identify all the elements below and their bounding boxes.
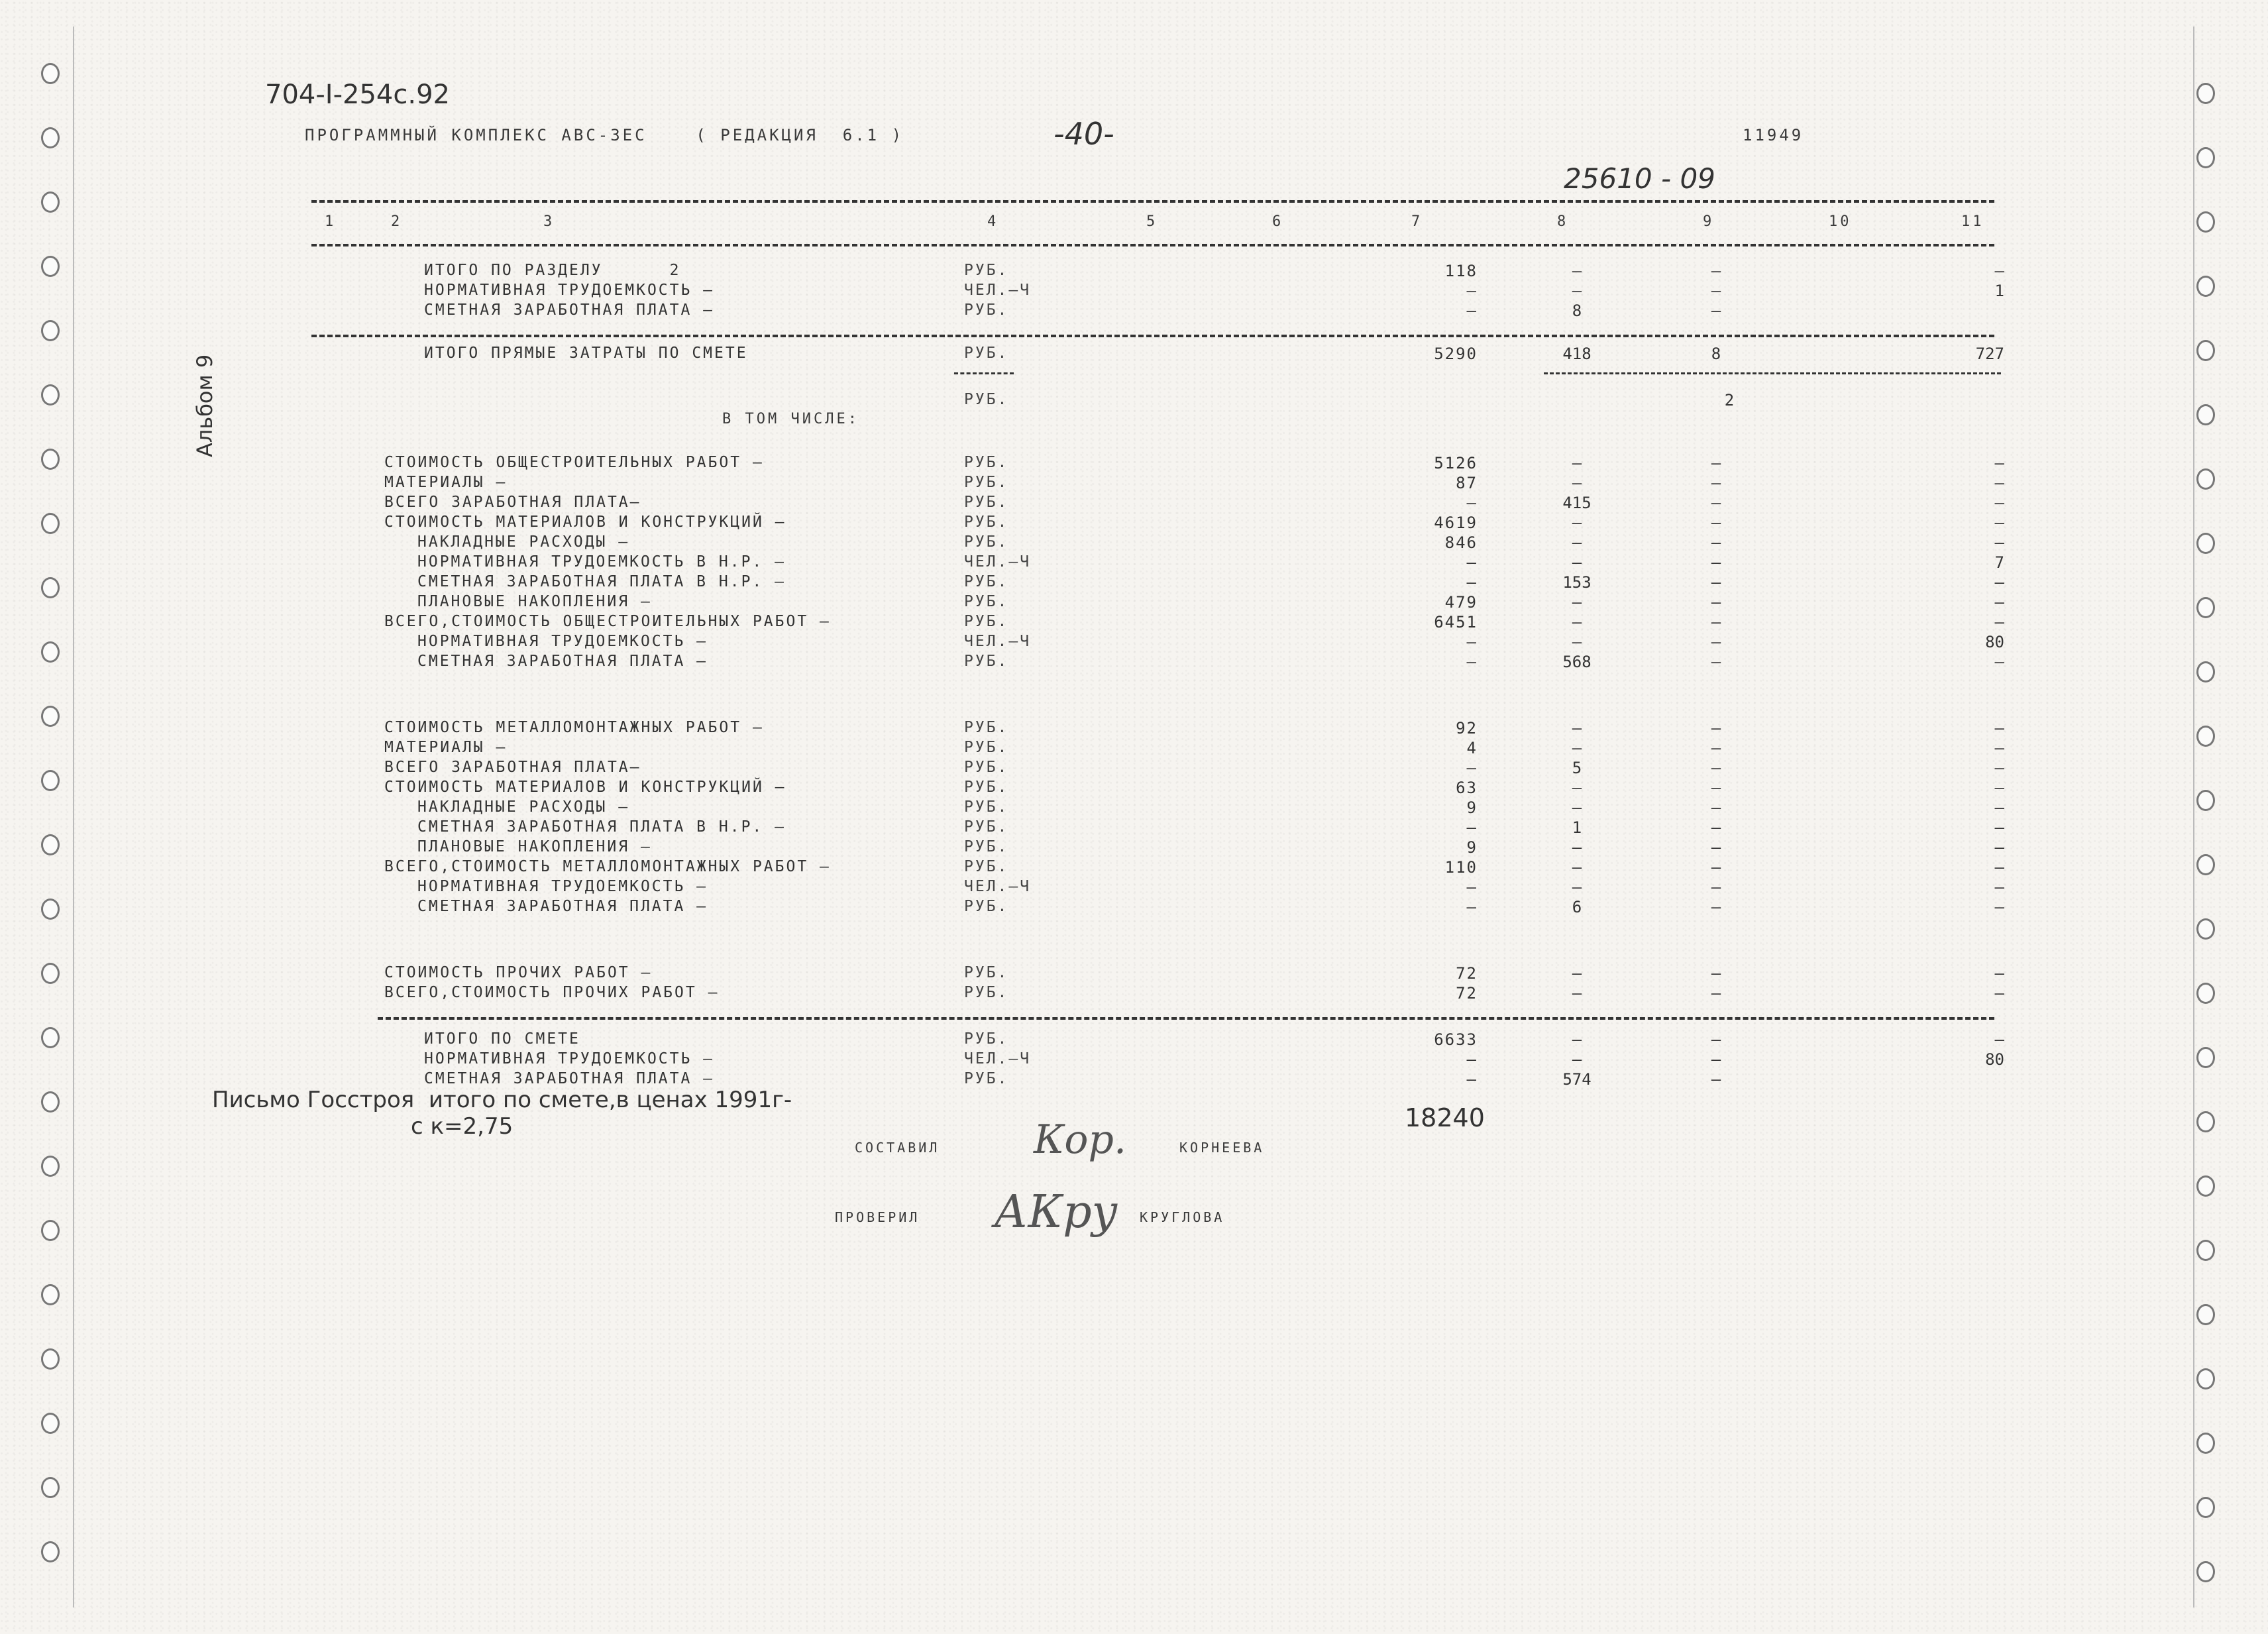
row-unit: РУБ. (964, 719, 1009, 736)
cell-col9: – (1711, 984, 1721, 1003)
cell-col8: – (1572, 514, 1582, 532)
row-label: ВСЕГО,СТОИМОСТЬ ПРОЧИХ РАБОТ – (384, 984, 720, 1001)
cell-col11: 1 (1994, 282, 2004, 300)
signature-kruglova: АКру (994, 1186, 1118, 1238)
cell-col9: – (1711, 739, 1721, 757)
cell-col9: – (1711, 818, 1721, 837)
cell-col8: – (1572, 262, 1582, 280)
column-header: 7 (1411, 213, 1423, 230)
cell-col7: – (1466, 282, 1478, 300)
row-unit: ЧЕЛ.–Ч (964, 282, 1032, 299)
perforation-hole (41, 834, 60, 855)
cell-col8: – (1572, 838, 1582, 857)
row-unit: РУБ. (964, 759, 1009, 776)
cell-col7: – (1466, 898, 1478, 916)
perforation-hole (2196, 1497, 2215, 1518)
row-unit: РУБ. (964, 573, 1009, 590)
cell-col9: – (1711, 1070, 1721, 1089)
cell-col8: 8 (1572, 301, 1582, 320)
cell-col9: – (1711, 898, 1721, 916)
perforation-hole (2196, 340, 2215, 361)
cell-col7: – (1466, 759, 1478, 777)
cell-col8: – (1572, 719, 1582, 737)
cell-col8: – (1572, 798, 1582, 817)
cell-col8: – (1572, 1030, 1582, 1049)
column-header: 10 (1829, 213, 1852, 230)
perforation-hole (2196, 854, 2215, 875)
cell-col11: – (1994, 739, 2004, 757)
row-label: НОРМАТИВНАЯ ТРУДОЕМКОСТЬ В Н.Р. – (417, 553, 786, 571)
cell-col8: – (1572, 739, 1582, 757)
row-unit: РУБ. (964, 494, 1009, 511)
perforation-hole (2196, 918, 2215, 940)
cell-col11: – (1994, 964, 2004, 983)
perforation-hole (41, 1541, 60, 1562)
perforation-hole (2196, 468, 2215, 490)
composed-name: КОРНЕЕВА (1179, 1140, 1265, 1156)
perforation-hole (41, 770, 60, 791)
cell-col9: – (1711, 553, 1721, 572)
cell-col11: – (1994, 898, 2004, 916)
cell-col9: – (1711, 878, 1721, 897)
cell-col11: – (1994, 838, 2004, 857)
direct-costs-c8: 418 (1562, 345, 1592, 363)
perforation-hole (2196, 1047, 2215, 1068)
cell-col9: – (1711, 858, 1721, 877)
cell-col9: – (1711, 838, 1721, 857)
perforation-hole (2196, 726, 2215, 747)
column-header: 4 (987, 213, 999, 230)
row-unit: РУБ. (964, 858, 1009, 875)
cell-col8: – (1572, 553, 1582, 572)
checked-label: ПРОВЕРИЛ (835, 1209, 920, 1225)
sub-value: 2 (1724, 391, 1735, 409)
row-label: СМЕТНАЯ ЗАРАБОТНАЯ ПЛАТА – (417, 898, 708, 915)
perforation-hole (2196, 147, 2215, 168)
cell-col8: 574 (1562, 1070, 1592, 1089)
perforation-hole (2196, 404, 2215, 425)
rule-right (1544, 372, 2001, 374)
cell-col9: – (1711, 474, 1721, 492)
perforation-hole (2196, 790, 2215, 811)
row-unit: РУБ. (964, 1070, 1009, 1087)
cell-col11: – (1994, 719, 2004, 737)
checked-name: КРУГЛОВА (1140, 1209, 1225, 1225)
cell-col7: 9 (1466, 838, 1478, 857)
perforation-hole (2196, 211, 2215, 233)
cell-col9: – (1711, 494, 1721, 512)
cell-col7: 6633 (1434, 1030, 1478, 1049)
column-header: 3 (543, 213, 555, 230)
row-label: ВСЕГО ЗАРАБОТНАЯ ПЛАТА– (384, 494, 641, 511)
perforation-hole (2196, 1240, 2215, 1261)
row-unit: РУБ. (964, 739, 1009, 756)
row-unit: РУБ. (964, 818, 1009, 836)
perforation-hole (41, 1156, 60, 1177)
row-label: НОРМАТИВНАЯ ТРУДОЕМКОСТЬ – (417, 633, 708, 650)
cell-col7: 479 (1444, 593, 1478, 612)
column-header: 6 (1272, 213, 1284, 230)
doc-code: 704-I-254с.92 (265, 80, 450, 110)
cell-col11: – (1994, 798, 2004, 817)
perforation-hole (41, 1348, 60, 1370)
perforation-hole (2196, 1175, 2215, 1197)
direct-costs-label: ИТОГО ПРЯМЫЕ ЗАТРАТЫ ПО СМЕТЕ (424, 345, 748, 362)
cell-col7: – (1466, 633, 1478, 651)
perforation-hole (41, 63, 60, 84)
row-label: МАТЕРИАЛЫ – (384, 474, 508, 491)
cell-col11: 80 (1985, 633, 2004, 651)
cell-col11: – (1994, 454, 2004, 472)
row-unit: РУБ. (964, 838, 1009, 855)
cell-col9: – (1711, 759, 1721, 777)
row-label: СТОИМОСТЬ МАТЕРИАЛОВ И КОНСТРУКЦИЙ – (384, 514, 786, 531)
cell-col7: 63 (1456, 779, 1478, 797)
row-unit: РУБ. (964, 262, 1009, 279)
row-label: НОРМАТИВНАЯ ТРУДОЕМКОСТЬ – (417, 878, 708, 895)
perforation-hole (2196, 1111, 2215, 1132)
cell-col9: – (1711, 964, 1721, 983)
row-unit: РУБ. (964, 613, 1009, 630)
gosstroy-note-line2: с к=2,75 (411, 1113, 513, 1140)
row-label: СМЕТНАЯ ЗАРАБОТНАЯ ПЛАТА – (424, 1070, 715, 1087)
row-label: МАТЕРИАЛЫ – (384, 739, 508, 756)
perforation-hole (41, 256, 60, 277)
row-label: НАКЛАДНЫЕ РАСХОДЫ – (417, 533, 630, 551)
perforation-hole (41, 577, 60, 598)
cell-col8: 415 (1562, 494, 1592, 512)
gosstroy-note-line1: Письмо Госстроя итого по смете,в ценах 1991г- (212, 1087, 792, 1113)
cell-col7: 110 (1444, 858, 1478, 877)
row-unit: ЧЕЛ.–Ч (964, 878, 1032, 895)
cell-col9: – (1711, 633, 1721, 651)
cell-col11: – (1994, 613, 2004, 631)
direct-costs-c9: 8 (1711, 345, 1721, 363)
column-header: 2 (391, 213, 403, 230)
cell-col8: – (1572, 878, 1582, 897)
cell-col9: – (1711, 719, 1721, 737)
row-label: СТОИМОСТЬ МЕТАЛЛОМОНТАЖНЫХ РАБОТ – (384, 719, 764, 736)
cell-col8: – (1572, 474, 1582, 492)
direct-costs-c7: 5290 (1434, 345, 1478, 363)
handwritten-ref: 25610 - 09 (1564, 162, 1715, 195)
column-header: 11 (1961, 213, 1984, 230)
cell-col11: – (1994, 759, 2004, 777)
perforation-hole (41, 513, 60, 534)
perforation-hole (41, 1027, 60, 1048)
row-label: ИТОГО ПО РАЗДЕЛУ 2 (424, 262, 681, 279)
cell-col7: – (1466, 818, 1478, 837)
row-unit: РУБ. (964, 779, 1009, 796)
cell-col9: – (1711, 454, 1721, 472)
cell-col11: – (1994, 514, 2004, 532)
column-header: 8 (1557, 213, 1569, 230)
row-label: СТОИМОСТЬ МАТЕРИАЛОВ И КОНСТРУКЦИЙ – (384, 779, 786, 796)
cell-col9: – (1711, 1050, 1721, 1069)
perforation-hole (2196, 83, 2215, 104)
cell-col9: – (1711, 262, 1721, 280)
row-unit: РУБ. (964, 514, 1009, 531)
cell-col8: 568 (1562, 653, 1592, 671)
perforation-hole (2196, 597, 2215, 618)
row-unit: РУБ. (964, 798, 1009, 816)
cell-col7: – (1466, 494, 1478, 512)
cell-col8: – (1572, 593, 1582, 612)
row-label: СМЕТНАЯ ЗАРАБОТНАЯ ПЛАТА В Н.Р. – (417, 818, 786, 836)
perforation-hole (2196, 1368, 2215, 1389)
cell-col7: 846 (1444, 533, 1478, 552)
cell-col8: 153 (1562, 573, 1592, 592)
in-that-number: В ТОМ ЧИСЛЕ: (722, 411, 859, 427)
cell-col11: – (1994, 593, 2004, 612)
cell-col7: 6451 (1434, 613, 1478, 631)
rule-unit (954, 372, 1014, 374)
row-unit: РУБ. (964, 474, 1009, 491)
perforation-hole (41, 1413, 60, 1434)
row-unit: РУБ. (964, 533, 1009, 551)
rule-estimate-totals (378, 1017, 1994, 1020)
cell-col11: – (1994, 1030, 2004, 1049)
cell-col7: 87 (1456, 474, 1478, 492)
perforation-hole (41, 1220, 60, 1241)
perforation-hole (41, 384, 60, 406)
perforation-hole (2196, 1433, 2215, 1454)
price-1991: 18240 (1405, 1103, 1485, 1132)
perforation-hole (41, 191, 60, 213)
signature-korneeva: Кор. (1034, 1117, 1127, 1163)
perforation-hole (41, 1477, 60, 1498)
row-label: СМЕТНАЯ ЗАРАБОТНАЯ ПЛАТА В Н.Р. – (417, 573, 786, 590)
header-rule-bottom (311, 244, 1994, 246)
cell-col11: – (1994, 262, 2004, 280)
perforation-hole (41, 963, 60, 984)
row-label: ПЛАНОВЫЕ НАКОПЛЕНИЯ – (417, 593, 652, 610)
row-label: СТОИМОСТЬ ОБЩЕСТРОИТЕЛЬНЫХ РАБОТ – (384, 454, 764, 471)
cell-col9: – (1711, 593, 1721, 612)
row-label: ВСЕГО ЗАРАБОТНАЯ ПЛАТА– (384, 759, 641, 776)
cell-col11: – (1994, 533, 2004, 552)
perforation-hole (2196, 1561, 2215, 1582)
perforation-hole (2196, 533, 2215, 554)
cell-col11: 7 (1994, 553, 2004, 572)
cell-col8: 6 (1572, 898, 1582, 916)
cell-col9: – (1711, 779, 1721, 797)
cell-col7: – (1466, 1070, 1478, 1089)
cell-col7: 72 (1456, 964, 1478, 983)
row-unit: РУБ. (964, 653, 1009, 670)
cell-col9: – (1711, 533, 1721, 552)
cell-col8: 1 (1572, 818, 1582, 837)
cell-col7: 5126 (1434, 454, 1478, 472)
row-unit: РУБ. (964, 593, 1009, 610)
cell-col7: 4 (1466, 739, 1478, 757)
perforation-hole (41, 706, 60, 727)
cell-col9: – (1711, 1030, 1721, 1049)
column-header: 1 (325, 213, 337, 230)
cell-col11: – (1994, 818, 2004, 837)
cell-col8: – (1572, 858, 1582, 877)
row-label: СМЕТНАЯ ЗАРАБОТНАЯ ПЛАТА – (417, 653, 708, 670)
program-line: ПРОГРАММНЫЙ КОМПЛЕКС АВС-ЗЕС ( РЕДАКЦИЯ 6.1 ) (305, 126, 904, 144)
perforation-hole (41, 1091, 60, 1113)
cell-col8: – (1572, 1050, 1582, 1069)
row-label: ПЛАНОВЫЕ НАКОПЛЕНИЯ – (417, 838, 652, 855)
row-unit: ЧЕЛ.–Ч (964, 553, 1032, 571)
cell-col9: – (1711, 613, 1721, 631)
cell-col11: – (1994, 573, 2004, 592)
row-unit: РУБ. (964, 984, 1009, 1001)
sub-unit: РУБ. (964, 391, 1009, 408)
cell-col11: – (1994, 474, 2004, 492)
doc-id: 11949 (1743, 126, 1804, 144)
cell-col7: 118 (1444, 262, 1478, 280)
column-header: 5 (1146, 213, 1158, 230)
row-unit: ЧЕЛ.–Ч (964, 633, 1032, 650)
rule-direct-costs (311, 335, 1994, 337)
cell-col8: – (1572, 613, 1582, 631)
cell-col8: – (1572, 964, 1582, 983)
perforation-hole (41, 641, 60, 663)
row-label: ВСЕГО,СТОИМОСТЬ ОБЩЕСТРОИТЕЛЬНЫХ РАБОТ – (384, 613, 831, 630)
cell-col9: – (1711, 798, 1721, 817)
row-label: ИТОГО ПО СМЕТЕ (424, 1030, 580, 1048)
cell-col9: – (1711, 514, 1721, 532)
left-perforation-line (73, 27, 74, 1607)
cell-col11: 80 (1985, 1050, 2004, 1069)
cell-col7: – (1466, 573, 1478, 592)
perforation-hole (41, 320, 60, 341)
sidebar-album-label: Альбом 9 (192, 354, 217, 457)
composed-label: СОСТАВИЛ (855, 1140, 940, 1156)
direct-costs-c11: 727 (1975, 345, 2004, 363)
cell-col8: – (1572, 533, 1582, 552)
cell-col9: – (1711, 573, 1721, 592)
perforation-hole (2196, 1304, 2215, 1325)
cell-col7: 72 (1456, 984, 1478, 1003)
cell-col7: – (1466, 553, 1478, 572)
cell-col7: – (1466, 301, 1478, 320)
row-label: СМЕТНАЯ ЗАРАБОТНАЯ ПЛАТА – (424, 301, 715, 319)
cell-col7: 92 (1456, 719, 1478, 737)
right-perforation-line (2193, 27, 2194, 1607)
cell-col8: – (1572, 633, 1582, 651)
cell-col8: – (1572, 984, 1582, 1003)
direct-costs-unit: РУБ. (964, 345, 1009, 362)
column-header: 9 (1703, 213, 1715, 230)
cell-col8: – (1572, 282, 1582, 300)
cell-col7: 9 (1466, 798, 1478, 817)
cell-col7: – (1466, 653, 1478, 671)
cell-col8: 5 (1572, 759, 1582, 777)
row-unit: РУБ. (964, 898, 1009, 915)
row-unit: РУБ. (964, 964, 1009, 981)
row-label: НАКЛАДНЫЕ РАСХОДЫ – (417, 798, 630, 816)
cell-col8: – (1572, 454, 1582, 472)
cell-col7: 4619 (1434, 514, 1478, 532)
perforation-hole (2196, 276, 2215, 297)
cell-col9: – (1711, 301, 1721, 320)
row-label: СТОИМОСТЬ ПРОЧИХ РАБОТ – (384, 964, 653, 981)
cell-col11: – (1994, 984, 2004, 1003)
perforation-hole (41, 127, 60, 148)
row-unit: ЧЕЛ.–Ч (964, 1050, 1032, 1067)
row-unit: РУБ. (964, 301, 1009, 319)
row-label: ВСЕГО,СТОИМОСТЬ МЕТАЛЛОМОНТАЖНЫХ РАБОТ – (384, 858, 831, 875)
row-label: НОРМАТИВНАЯ ТРУДОЕМКОСТЬ – (424, 1050, 715, 1067)
perforation-hole (2196, 661, 2215, 682)
row-unit: РУБ. (964, 1030, 1009, 1048)
cell-col11: – (1994, 779, 2004, 797)
page-number: -40- (1053, 116, 1114, 152)
cell-col11: – (1994, 494, 2004, 512)
header-rule-top (311, 200, 1994, 203)
cell-col8: – (1572, 779, 1582, 797)
perforation-hole (41, 449, 60, 470)
cell-col7: – (1466, 878, 1478, 897)
perforation-hole (41, 899, 60, 920)
cell-col9: – (1711, 653, 1721, 671)
cell-col11: – (1994, 878, 2004, 897)
cell-col11: – (1994, 653, 2004, 671)
perforation-hole (2196, 983, 2215, 1004)
cell-col7: – (1466, 1050, 1478, 1069)
row-unit: РУБ. (964, 454, 1009, 471)
cell-col11: – (1994, 858, 2004, 877)
row-label: НОРМАТИВНАЯ ТРУДОЕМКОСТЬ – (424, 282, 715, 299)
perforation-hole (41, 1284, 60, 1305)
cell-col9: – (1711, 282, 1721, 300)
